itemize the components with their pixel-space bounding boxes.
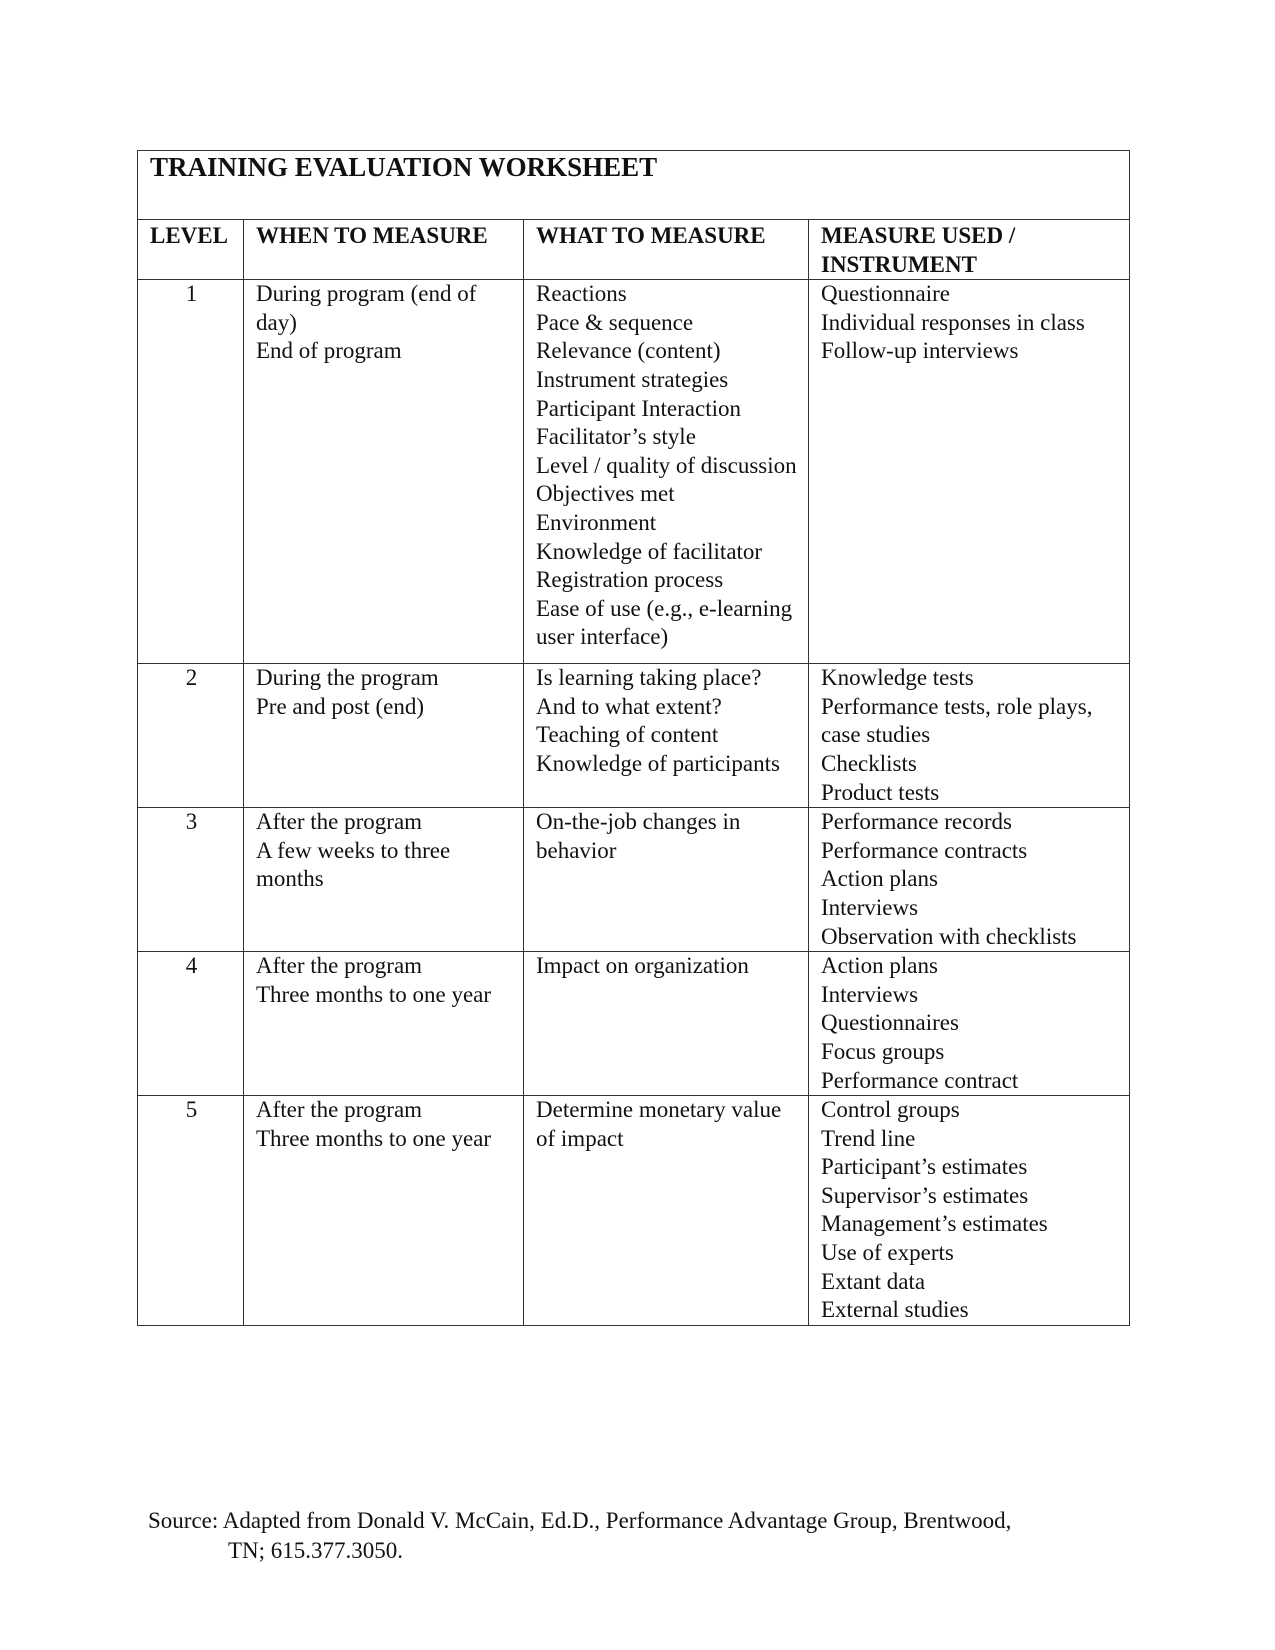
when-item: During program (end of day) [256,281,483,335]
measure-cell [809,808,1130,952]
level-cell: 3 [138,808,244,952]
measure-item: Management’s estimates [821,1211,1048,1237]
worksheet-title: TRAINING EVALUATION WORKSHEET [138,151,1130,220]
source-line-2: TN; 615.377.3050. [228,1538,404,1563]
title-row [138,151,1130,220]
when-cell [244,664,524,808]
measure-item: Action plans [821,953,938,979]
when-cell [244,808,524,952]
measure-item: Use of experts [821,1240,954,1266]
when-cell [244,952,524,1096]
what-item: Level / quality of discussion [536,452,797,478]
what-item: Is learning taking place? [536,665,762,691]
what-cell [524,952,809,1096]
level-cell: 1 [138,280,244,664]
what-item: Facilitator’s style [536,424,696,450]
what-item: Reactions [536,281,627,307]
when-item: Three months to one year [256,981,492,1007]
what-item: On-the-job changes in behavior [536,809,747,863]
measure-item: Performance contracts [821,837,1028,863]
when-item: Three months to one year [256,1125,492,1151]
measure-cell [809,1096,1130,1326]
measure-item: Control groups [821,1097,960,1123]
measure-item: Follow-up interviews [821,338,1019,364]
table-row [138,952,1130,1096]
worksheet-body [138,280,1130,1326]
header-what-to-measure: WHAT TO MEASURE [524,220,809,280]
measure-item: Interviews [821,981,919,1007]
measure-item: Interviews [821,894,919,920]
measure-item: Performance contract [821,1067,1019,1093]
measure-item: Checklists [821,750,917,776]
level-cell: 2 [138,664,244,808]
what-item: Determine monetary value of impact [536,1097,787,1151]
what-item: Pace & sequence [536,309,694,335]
measure-cell [809,280,1130,664]
evaluation-worksheet-table [137,150,1130,1326]
what-item: And to what extent? [536,693,722,719]
source-line-1: Source: Adapted from Donald V. McCain, Ed.D., Performance Advantage Group, Brentwood, [148,1508,1012,1533]
measure-item: Participant’s estimates [821,1154,1028,1180]
measure-item: Focus groups [821,1038,945,1064]
measure-cell [809,664,1130,808]
measure-cell [809,952,1130,1096]
measure-item: Action plans [821,866,938,892]
when-item: Pre and post (end) [256,693,424,719]
measure-item: Supervisor’s estimates [821,1182,1029,1208]
header-level: LEVEL [138,220,244,280]
measure-item: Trend line [821,1125,916,1151]
measure-item: Questionnaire [821,281,951,307]
measure-item: Product tests [821,779,940,805]
what-item: Instrument strategies [536,366,729,392]
when-item: End of program [256,338,402,364]
what-item: Environment [536,509,657,535]
what-cell [524,280,809,664]
header-row [138,220,1130,280]
table-row [138,808,1130,952]
measure-item: External studies [821,1297,969,1323]
what-cell [524,808,809,952]
measure-item: Performance records [821,809,1012,835]
what-cell [524,1096,809,1326]
header-measure-used: MEASURE USED / INSTRUMENT [809,220,1130,280]
what-item: Knowledge of facilitator [536,538,763,564]
measure-item: Questionnaires [821,1010,959,1036]
what-item: Impact on organization [536,953,749,979]
measure-item: Knowledge tests [821,665,974,691]
measure-item: Performance tests, role plays, case studies [821,693,1099,748]
measure-item: Observation with checklists [821,923,1077,949]
what-item: Relevance (content) [536,338,721,364]
when-cell [244,1096,524,1326]
when-item: During the program [256,665,439,691]
level-cell: 4 [138,952,244,1096]
what-cell [524,664,809,808]
what-item: Participant Interaction [536,395,742,421]
measure-item: Extant data [821,1268,926,1294]
when-item: A few weeks to three months [256,837,456,892]
what-item: Knowledge of participants [536,750,780,776]
measure-item: Individual responses in class [821,309,1085,335]
when-cell [244,280,524,664]
when-item: After the program [256,809,423,835]
level-cell: 5 [138,1096,244,1326]
what-item: Registration process [536,567,724,593]
table-row [138,664,1130,808]
header-when-to-measure: WHEN TO MEASURE [244,220,524,280]
what-item: Teaching of content [536,722,719,748]
when-item: After the program [256,1097,423,1123]
when-item: After the program [256,953,423,979]
table-row [138,280,1130,664]
source-citation [148,1506,1108,1566]
what-item: Objectives met [536,481,675,507]
what-item: Ease of use (e.g., e-learning user interface) [536,595,798,650]
table-row [138,1096,1130,1326]
